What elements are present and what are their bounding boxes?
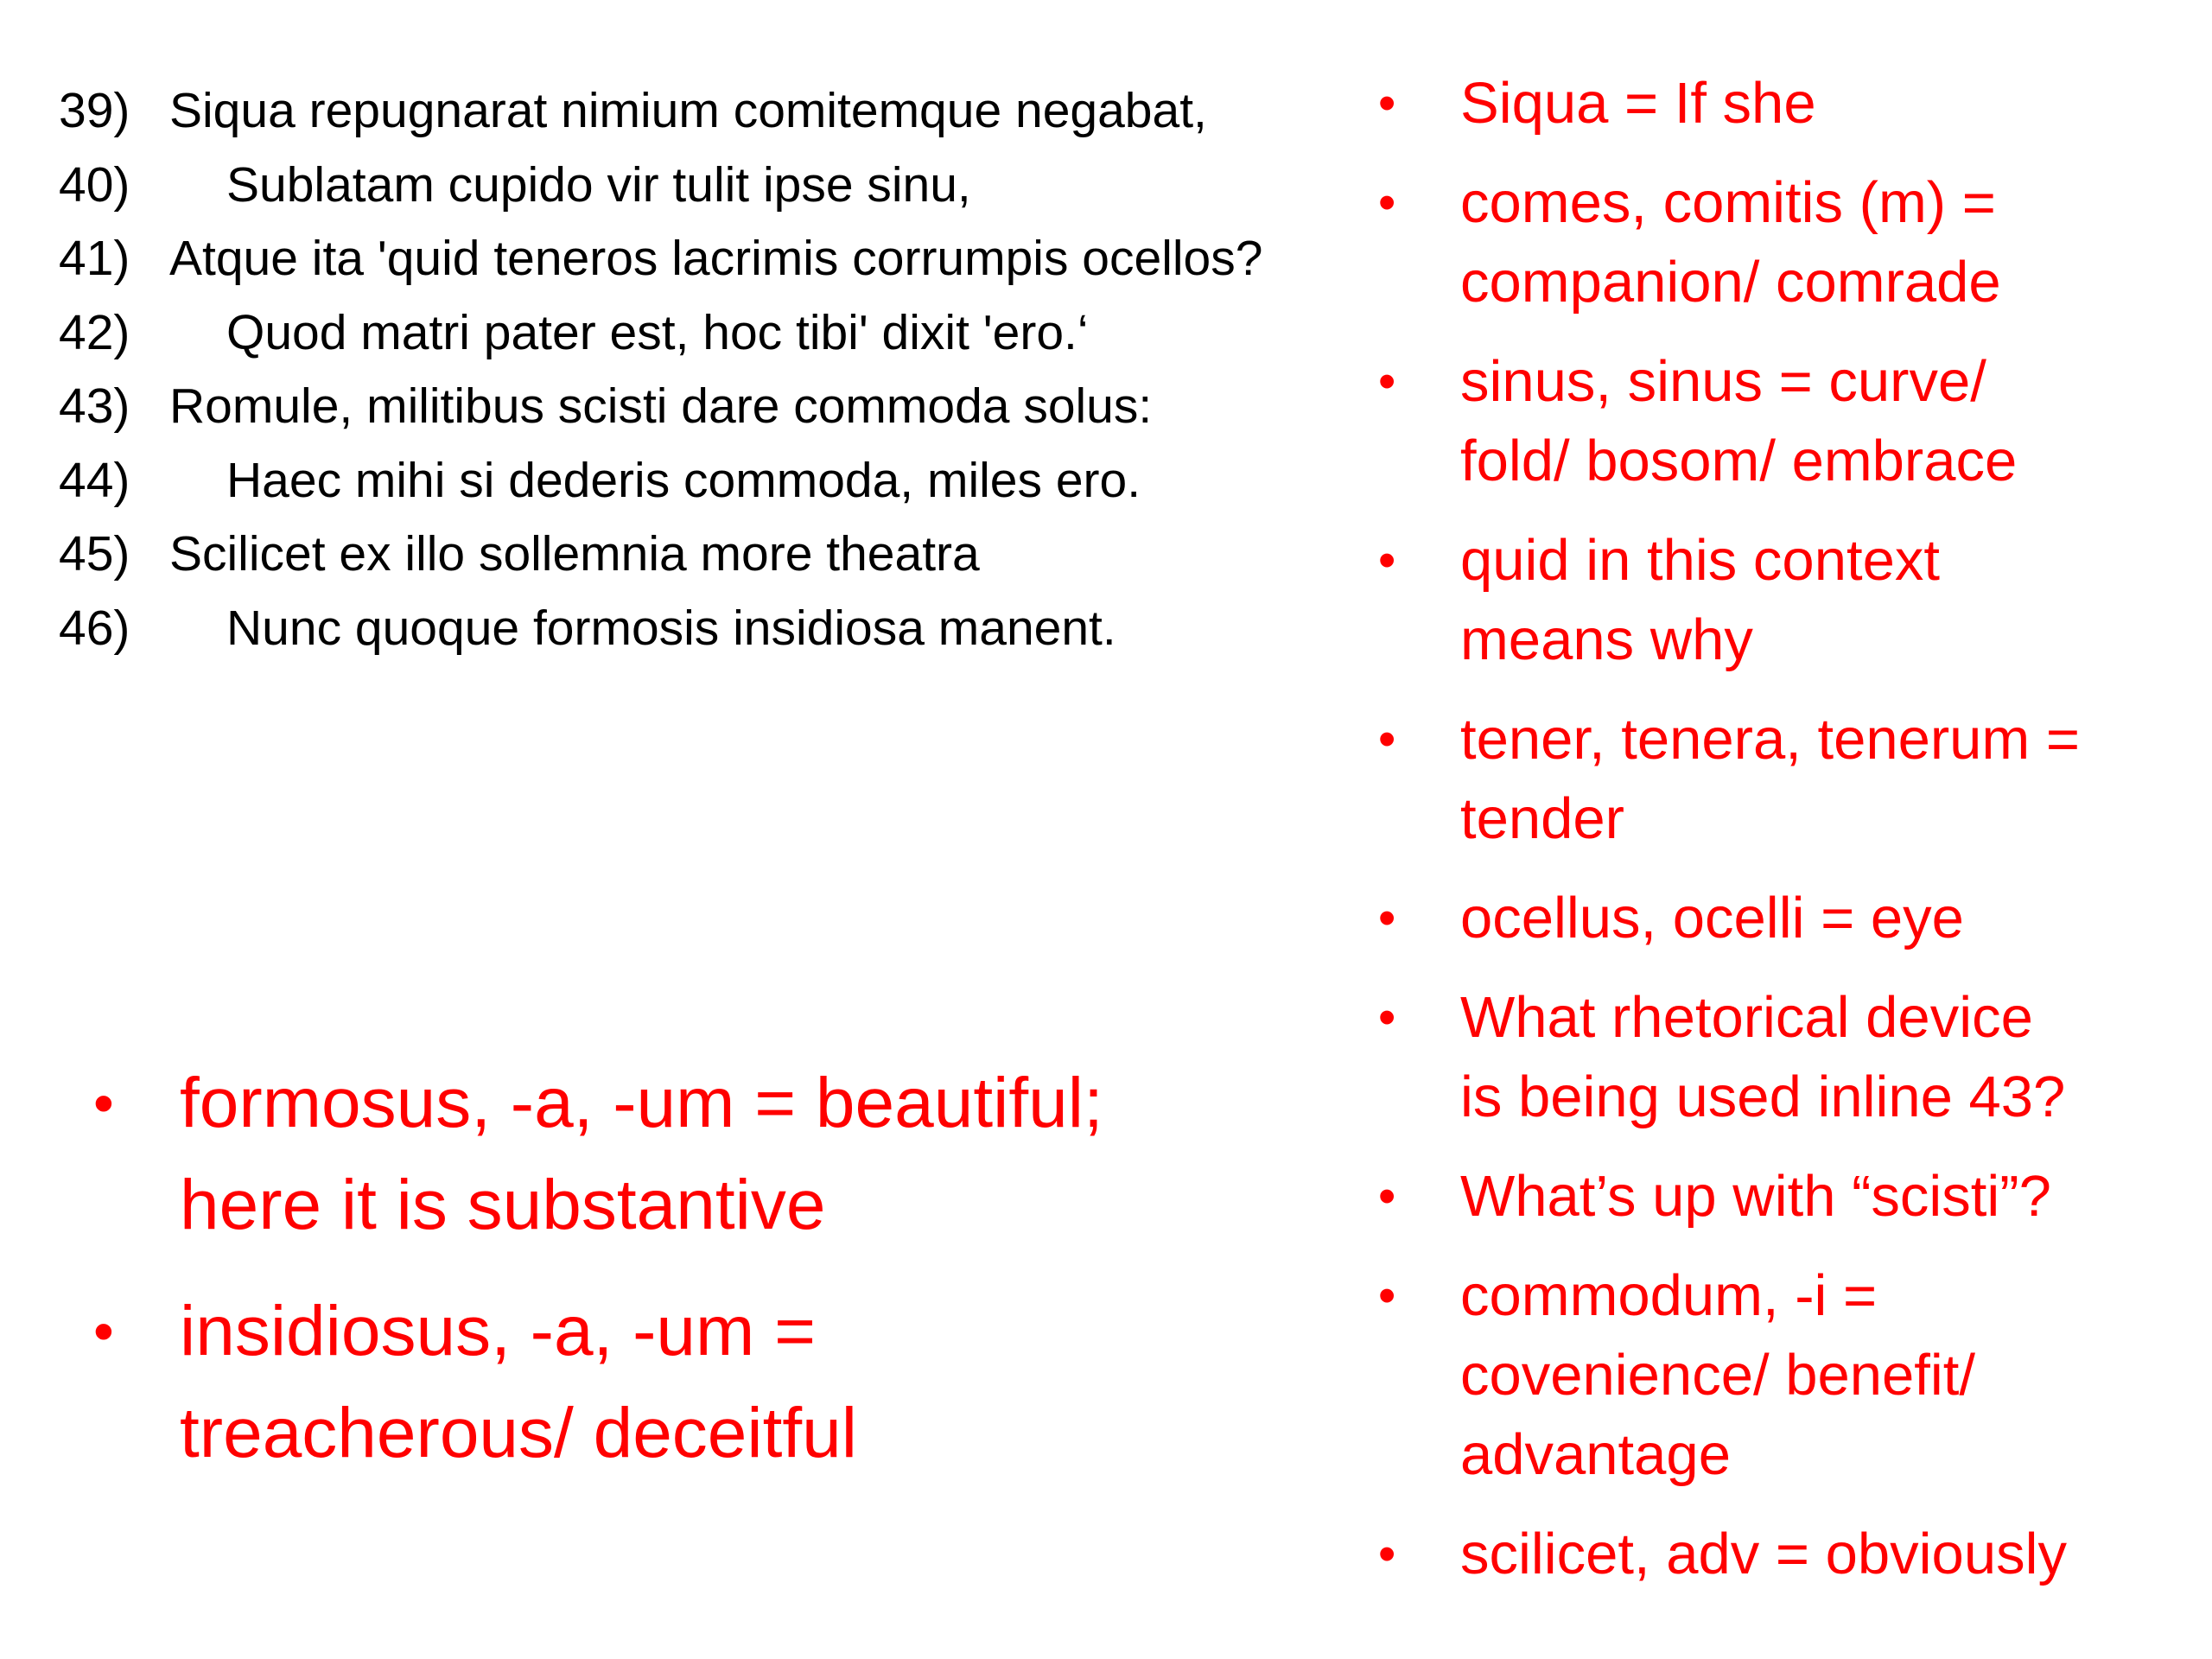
note-item xyxy=(93,1052,1286,1256)
bullet-icon: • xyxy=(93,1299,114,1364)
vocab-item xyxy=(1365,879,2208,958)
line-text: Quod matri pater est, hoc tibi' dixit 'ero.‘ xyxy=(226,304,1089,360)
vocab-item xyxy=(1365,1157,2208,1236)
line-number: 41) xyxy=(59,231,130,286)
vocab-item xyxy=(1365,978,2208,1137)
line-number: 45) xyxy=(59,526,130,582)
line-number: 46) xyxy=(59,600,130,656)
line-text: Nunc quoque formosis insidiosa manent. xyxy=(226,600,1116,656)
vocab-text: comes, comitis (m) = companion/ comrade xyxy=(1460,170,2001,315)
line-number: 39) xyxy=(59,83,130,138)
vocab-item xyxy=(1365,1256,2208,1495)
latin-line-43 xyxy=(59,370,1407,444)
vocab-item xyxy=(1365,64,2208,143)
vocab-item xyxy=(1365,700,2208,859)
vocab-text: tener, tenera, tenerum = tender xyxy=(1460,707,2080,851)
latin-line-46 xyxy=(59,592,1407,666)
latin-line-39 xyxy=(59,74,1407,149)
line-number: 42) xyxy=(59,304,130,360)
vocab-text: scilicet, adv = obviously xyxy=(1460,1522,2067,1586)
bullet-icon: • xyxy=(1378,1526,1396,1582)
vocab-text: Siqua = If she xyxy=(1460,71,1816,136)
vocab-text: quid in this context means why xyxy=(1460,528,1940,672)
vocab-text: What’s up with “scisti”? xyxy=(1460,1164,2051,1229)
line-text: Sublatam cupido vir tulit ipse sinu, xyxy=(226,156,971,213)
notes-list xyxy=(93,1052,1286,1509)
vocab-item xyxy=(1365,342,2208,501)
line-text: Romule, militibus scisti dare commoda solus: xyxy=(169,378,1153,434)
bullet-icon: • xyxy=(1378,1268,1396,1324)
vocabulary-list xyxy=(1365,64,2208,1614)
vocab-item xyxy=(1365,521,2208,680)
latin-line-40 xyxy=(59,149,1407,223)
bullet-icon: • xyxy=(1378,353,1396,410)
line-text: Siqua repugnarat nimium comitemque negabat, xyxy=(169,83,1207,138)
vocab-text: sinus, sinus = curve/ fold/ bosom/ embrace xyxy=(1460,349,2018,493)
note-item xyxy=(93,1281,1286,1484)
vocab-text: commodum, -i = covenience/ benefit/ advantage xyxy=(1460,1263,1975,1487)
bullet-icon: • xyxy=(1378,711,1396,767)
bullet-icon: • xyxy=(1378,890,1396,946)
vocab-text: What rhetorical device is being used inline 43? xyxy=(1460,985,2066,1129)
line-text: Scilicet ex illo sollemnia more theatra xyxy=(169,526,980,582)
latin-passage xyxy=(59,74,1407,665)
bullet-icon: • xyxy=(93,1071,114,1136)
bullet-icon: • xyxy=(1378,532,1396,588)
line-number: 43) xyxy=(59,378,130,434)
line-number: 44) xyxy=(59,452,130,508)
line-text: Haec mihi si dederis commoda, miles ero. xyxy=(226,452,1141,508)
line-text: Atque ita 'quid teneros lacrimis corrumpis ocellos? xyxy=(169,231,1263,286)
vocab-text: ocellus, ocelli = eye xyxy=(1460,886,1964,950)
note-text: formosus, -a, -um = beautiful; here it is substantive xyxy=(180,1064,1103,1244)
bullet-icon: • xyxy=(1378,175,1396,231)
vocab-item xyxy=(1365,163,2208,322)
line-number: 40) xyxy=(59,156,130,213)
bullet-icon: • xyxy=(1378,1168,1396,1224)
latin-line-45 xyxy=(59,518,1407,592)
latin-line-41 xyxy=(59,222,1407,296)
latin-line-44 xyxy=(59,444,1407,518)
vocab-item xyxy=(1365,1515,2208,1594)
bullet-icon: • xyxy=(1378,989,1396,1046)
latin-line-42 xyxy=(59,296,1407,371)
note-text: insidiosus, -a, -um = treacherous/ deceitful xyxy=(180,1292,858,1472)
bullet-icon: • xyxy=(1378,75,1396,131)
